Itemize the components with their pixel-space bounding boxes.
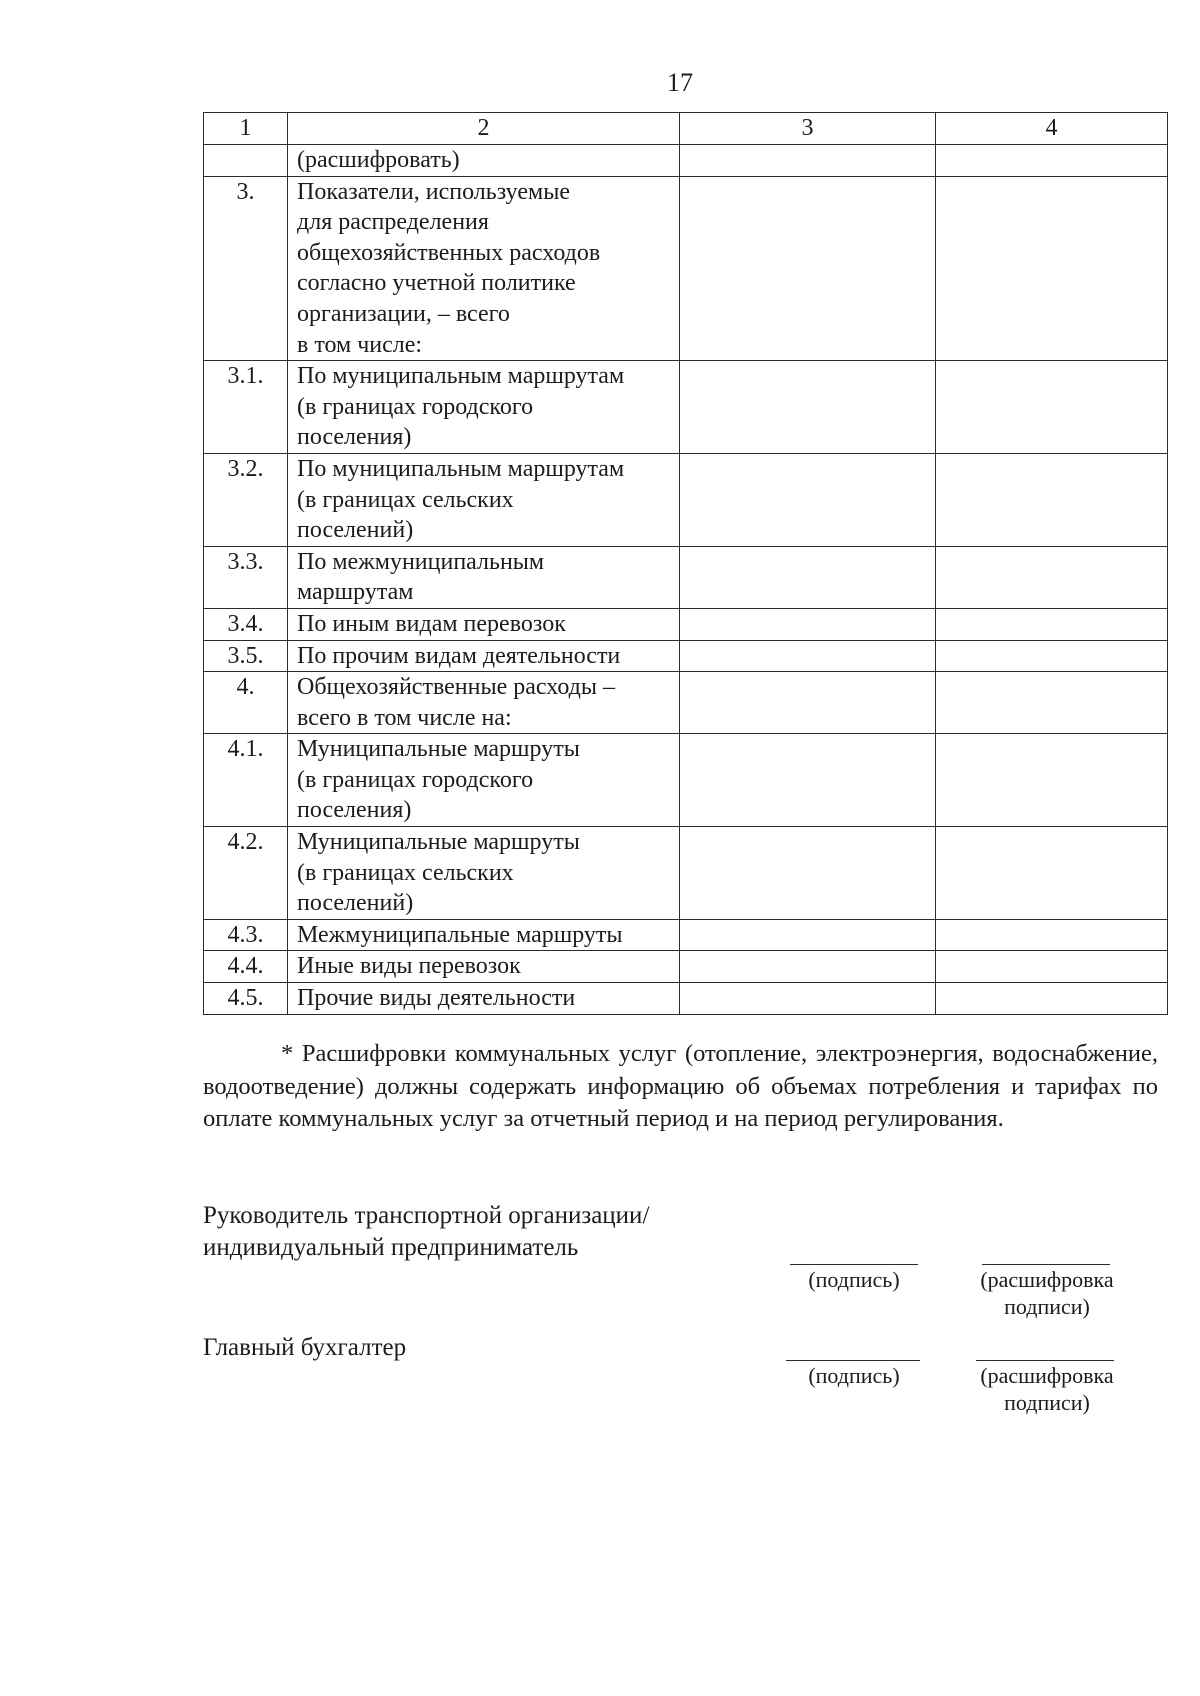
table-row <box>204 145 1168 177</box>
row-value-col3 <box>680 951 936 983</box>
row-number: 4.2. <box>204 827 288 920</box>
table-row <box>204 983 1168 1015</box>
row-value-col3 <box>680 640 936 672</box>
row-value-col3 <box>680 672 936 734</box>
head-signature-line <box>790 1264 918 1265</box>
row-value-col4 <box>936 176 1168 361</box>
table-row <box>204 361 1168 454</box>
table-row <box>204 608 1168 640</box>
row-value-col4 <box>936 453 1168 546</box>
row-number: 3. <box>204 176 288 361</box>
head-decode-caption: (расшифровка подписи) <box>980 1267 1114 1319</box>
row-value-col4 <box>936 672 1168 734</box>
row-indicator-name: Иные виды перевозок <box>288 951 680 983</box>
head-signature-caption: (подпись) <box>808 1267 900 1292</box>
row-indicator-name: Муниципальные маршруты (в границах городского поселения) <box>288 734 680 827</box>
row-value-col4 <box>936 640 1168 672</box>
table-row <box>204 176 1168 361</box>
row-value-col3 <box>680 546 936 608</box>
row-indicator-name: Межмуниципальные маршруты <box>288 919 680 951</box>
row-value-col4 <box>936 145 1168 177</box>
row-number <box>204 145 288 177</box>
row-value-col3 <box>680 453 936 546</box>
row-indicator-name: По прочим видам деятельности <box>288 640 680 672</box>
row-value-col4 <box>936 983 1168 1015</box>
row-number: 3.4. <box>204 608 288 640</box>
row-number: 3.2. <box>204 453 288 546</box>
row-number: 3.1. <box>204 361 288 454</box>
row-number: 4.3. <box>204 919 288 951</box>
row-indicator-name: Показатели, используемые для распределения общехозяйственных расходов согласно учетной политике организации, – всего в том числе: <box>288 176 680 361</box>
row-number: 4.4. <box>204 951 288 983</box>
head-signer-title-line1: Руководитель транспортной организации/ <box>203 1202 650 1229</box>
head-signer-title-line2: индивидуальный предприниматель <box>203 1234 579 1261</box>
row-value-col3 <box>680 361 936 454</box>
row-value-col3 <box>680 734 936 827</box>
accountant-signature-line <box>786 1360 920 1361</box>
row-indicator-name: По муниципальным маршрутам (в границах городского поселения) <box>288 361 680 454</box>
page-number: 17 <box>667 68 693 97</box>
table-row <box>204 919 1168 951</box>
row-value-col4 <box>936 734 1168 827</box>
row-indicator-name: По иным видам перевозок <box>288 608 680 640</box>
table-header-row <box>204 113 1168 145</box>
row-indicator-name: (расшифровать) <box>288 145 680 177</box>
indicators-table <box>203 112 1168 1015</box>
accountant-decode-line <box>976 1360 1114 1361</box>
accountant-decode-caption: (расшифровка подписи) <box>980 1363 1114 1415</box>
column-header-2: 2 <box>288 113 680 145</box>
row-value-col4 <box>936 951 1168 983</box>
table-row <box>204 640 1168 672</box>
column-header-4: 4 <box>936 113 1168 145</box>
table-row <box>204 672 1168 734</box>
row-value-col3 <box>680 827 936 920</box>
table-row <box>204 951 1168 983</box>
table-row <box>204 453 1168 546</box>
accountant-signature-caption: (подпись) <box>808 1363 900 1388</box>
row-indicator-name: Прочие виды деятельности <box>288 983 680 1015</box>
row-value-col4 <box>936 361 1168 454</box>
table-row <box>204 546 1168 608</box>
table-row <box>204 827 1168 920</box>
row-value-col4 <box>936 919 1168 951</box>
head-decode-line <box>982 1264 1110 1265</box>
row-number: 3.3. <box>204 546 288 608</box>
row-value-col3 <box>680 608 936 640</box>
row-number: 4. <box>204 672 288 734</box>
row-indicator-name: По муниципальным маршрутам (в границах сельских поселений) <box>288 453 680 546</box>
accountant-signer-title <box>203 1332 406 1364</box>
table-row <box>204 734 1168 827</box>
row-value-col3 <box>680 176 936 361</box>
row-number: 3.5. <box>204 640 288 672</box>
column-header-3: 3 <box>680 113 936 145</box>
row-value-col3 <box>680 145 936 177</box>
row-value-col3 <box>680 919 936 951</box>
row-value-col4 <box>936 608 1168 640</box>
row-number: 4.5. <box>204 983 288 1015</box>
row-number: 4.1. <box>204 734 288 827</box>
accountant-signer-title-line1: Главный бухгалтер <box>203 1334 407 1361</box>
row-value-col3 <box>680 983 936 1015</box>
footnote: * Расшифровки коммунальных услуг (отопление, электроэнергия, водоснабжение, водоотведение) должны содержать информацию об объемах потребления и тарифах по оплате коммунальных услуг за отчетный период и на период регулирования. <box>203 1040 1158 1132</box>
row-indicator-name: Общехозяйственные расходы – всего в том числе на: <box>288 672 680 734</box>
row-indicator-name: По межмуниципальным маршрутам <box>288 546 680 608</box>
row-indicator-name: Муниципальные маршруты (в границах сельских поселений) <box>288 827 680 920</box>
column-header-1: 1 <box>204 113 288 145</box>
row-value-col4 <box>936 546 1168 608</box>
row-value-col4 <box>936 827 1168 920</box>
head-signer-title <box>203 1200 649 1264</box>
